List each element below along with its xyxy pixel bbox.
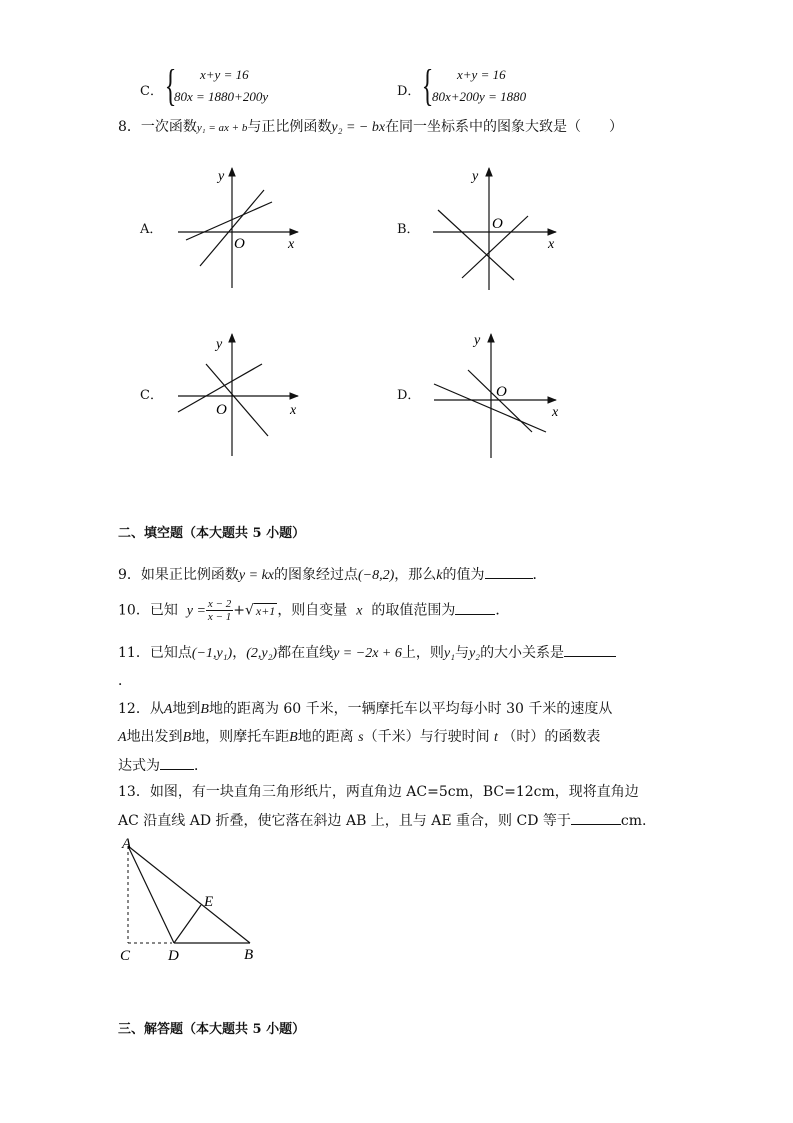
q10-variable: x (356, 603, 363, 619)
q8-middle: 与正比例函数 (247, 119, 332, 135)
q12-line-2-e: （时）的函数表 (502, 729, 601, 745)
q7-option-d-equation-2: 80x+200y = 1880 (432, 89, 527, 104)
q11 (118, 642, 616, 663)
q10-text-2: ，则自变量 (277, 602, 348, 619)
q10-text-1: 已知 (149, 602, 178, 619)
q8-a-origin-label: O (234, 236, 245, 252)
q8-option-b-graph (428, 160, 568, 295)
q9-text-2: 的图象经过点 (274, 567, 359, 583)
q9-point: (−8,2) (358, 568, 395, 583)
q8-option-b-label: B． (397, 222, 420, 237)
q8-option-c-label: C． (140, 388, 163, 403)
q8-d-y-label: y (474, 333, 481, 348)
q12-line-1-a: 12．从 (118, 701, 164, 717)
q8-option-d-graph (428, 328, 568, 463)
q7-option-c-brace: { (164, 61, 177, 110)
q11-y1: y₁ (443, 646, 455, 661)
q8-b-y-label: y (472, 169, 479, 184)
q8-c-y-label: y (216, 337, 223, 352)
q12-line-2-b: 地，则摩托车距 (191, 729, 290, 745)
q8-b-origin-label: O (492, 216, 503, 232)
q10 (118, 598, 509, 623)
q12-answer-blank[interactable] (160, 755, 194, 770)
q9-end: ． (532, 567, 547, 583)
section-2-heading: 二、填空题（本大题共 5 小题） (118, 526, 306, 541)
q8-d-x-label: x (552, 405, 559, 420)
q11-y2: y₂ (468, 646, 481, 661)
q10-answer-blank[interactable] (455, 600, 495, 615)
q12-line-3 (118, 755, 208, 775)
q7-option-c-equation-1: x+y = 16 (200, 67, 249, 82)
q7-option-d-label: D． (397, 84, 421, 99)
q9 (118, 564, 547, 585)
q8-option-a-label: A． (140, 222, 163, 237)
q12-line-2 (118, 728, 600, 747)
q13-label-e: E (204, 894, 214, 910)
q11-text-5: 的大小关系是 (480, 645, 565, 661)
q8-option-d-label: D． (397, 388, 421, 403)
q12-line-1-b: 地到 (172, 701, 201, 717)
q10-plus: + (233, 602, 245, 619)
q8-c-x-label: x (290, 403, 297, 418)
q7-option-c-label: C． (140, 84, 163, 99)
q10-sqrt-sign: √ (244, 602, 254, 619)
q11-answer-blank[interactable] (564, 642, 616, 657)
q8-a-x-label: x (288, 237, 295, 252)
q12-t: t (494, 730, 498, 745)
q11-point-2: (2,y₂) (246, 646, 278, 661)
q7-option-d-equation-1: x+y = 16 (457, 67, 506, 82)
q12-b-2: B (182, 730, 192, 745)
q9-text-3: ，那么 (394, 567, 437, 583)
q10-end: ． (495, 602, 510, 619)
q10-fraction-numerator: x − 2 (207, 598, 232, 610)
q10-fraction-denominator: x − 1 (207, 611, 232, 623)
q8-number: 8． (118, 119, 141, 135)
q8-b-x-label: x (548, 237, 555, 252)
q8-func1: y₁ = ax + b (196, 122, 248, 134)
q8-option-a-graph (170, 160, 310, 295)
q8-prefix: 一次函数 (140, 119, 197, 135)
q8-a-y-label: y (218, 169, 225, 184)
q11-text-1: 已知点 (149, 645, 192, 661)
q10-number: 10． (118, 602, 150, 619)
section-3-heading: 三、解答题（本大题共 5 小题） (118, 1022, 306, 1037)
q12-a-2: A (118, 730, 127, 745)
q8-d-origin-label: O (496, 384, 507, 400)
q12-b-1: B (200, 702, 209, 717)
q12-b-3: B (289, 730, 298, 745)
q9-function: y = kx (238, 568, 275, 583)
q11-text-4: 与 (454, 645, 469, 661)
q8-func2: y₂ = − bx (331, 120, 386, 135)
q13-line-2-text: AC 沿直线 AD 折叠，使它落在斜边 AB 上，且与 AE 重合，则 CD 等于 (118, 813, 571, 829)
q12-line-1-c: 地的距离为 60 千米，一辆摩托车以平均每小时 30 千米的速度从 (208, 701, 613, 717)
q13-unit: cm. (620, 813, 647, 829)
q13-line-2 (118, 810, 646, 830)
q11-text-3: 上，则 (401, 645, 444, 661)
q13-label-a: A (122, 836, 132, 852)
q7-option-d-brace: { (421, 61, 434, 110)
q13-label-c: C (120, 948, 131, 964)
q11-end: ． (118, 673, 132, 689)
q12-line-1 (118, 700, 612, 719)
q7-option-c-equation-2: 80x = 1880+200y (174, 89, 269, 104)
q12-end: ． (194, 758, 208, 774)
q11-point-1: (−1,y₁) (191, 646, 233, 661)
q13-answer-blank[interactable] (571, 810, 621, 825)
q13-label-d: D (168, 948, 179, 964)
q12-line-2-d: （千米）与行驶时间 (363, 729, 490, 745)
q11-line: y = −2x + 6 (333, 646, 402, 661)
q10-text-3: 的取值范围为 (371, 602, 456, 619)
q12-s: s (358, 730, 364, 745)
q10-fraction (206, 598, 233, 623)
q8-option-c-graph (170, 328, 310, 463)
q8-stem (118, 118, 623, 137)
q11-text-2: 都在直线 (277, 645, 334, 661)
q9-variable: k (436, 568, 443, 583)
q11-number: 11． (118, 645, 150, 661)
q9-text-4: 的值为 (442, 567, 485, 583)
q9-text-1: 如果正比例函数 (140, 567, 239, 583)
q13-label-b: B (244, 947, 254, 963)
q9-number: 9． (118, 567, 141, 583)
q8-suffix: 在同一坐标系中的图象大致是（ ） (385, 119, 624, 135)
q13-line-1: 13．如图，有一块直角三角形纸片，两直角边 AC=5cm，BC=12cm，现将直角边 (118, 784, 639, 800)
q12-a-1: A (163, 702, 173, 717)
q9-answer-blank[interactable] (485, 564, 533, 579)
q8-c-origin-label: O (216, 402, 227, 418)
q13-triangle-figure (112, 832, 272, 967)
q12-line-2-c: 地的距离 (297, 729, 354, 745)
q11-comma: ， (232, 645, 247, 661)
q12-line-3-text: 达式为 (118, 758, 160, 774)
q10-sqrt-content: x+1 (255, 603, 276, 618)
q10-lhs: y = (186, 603, 206, 619)
q12-line-2-a: 地出发到 (126, 729, 183, 745)
